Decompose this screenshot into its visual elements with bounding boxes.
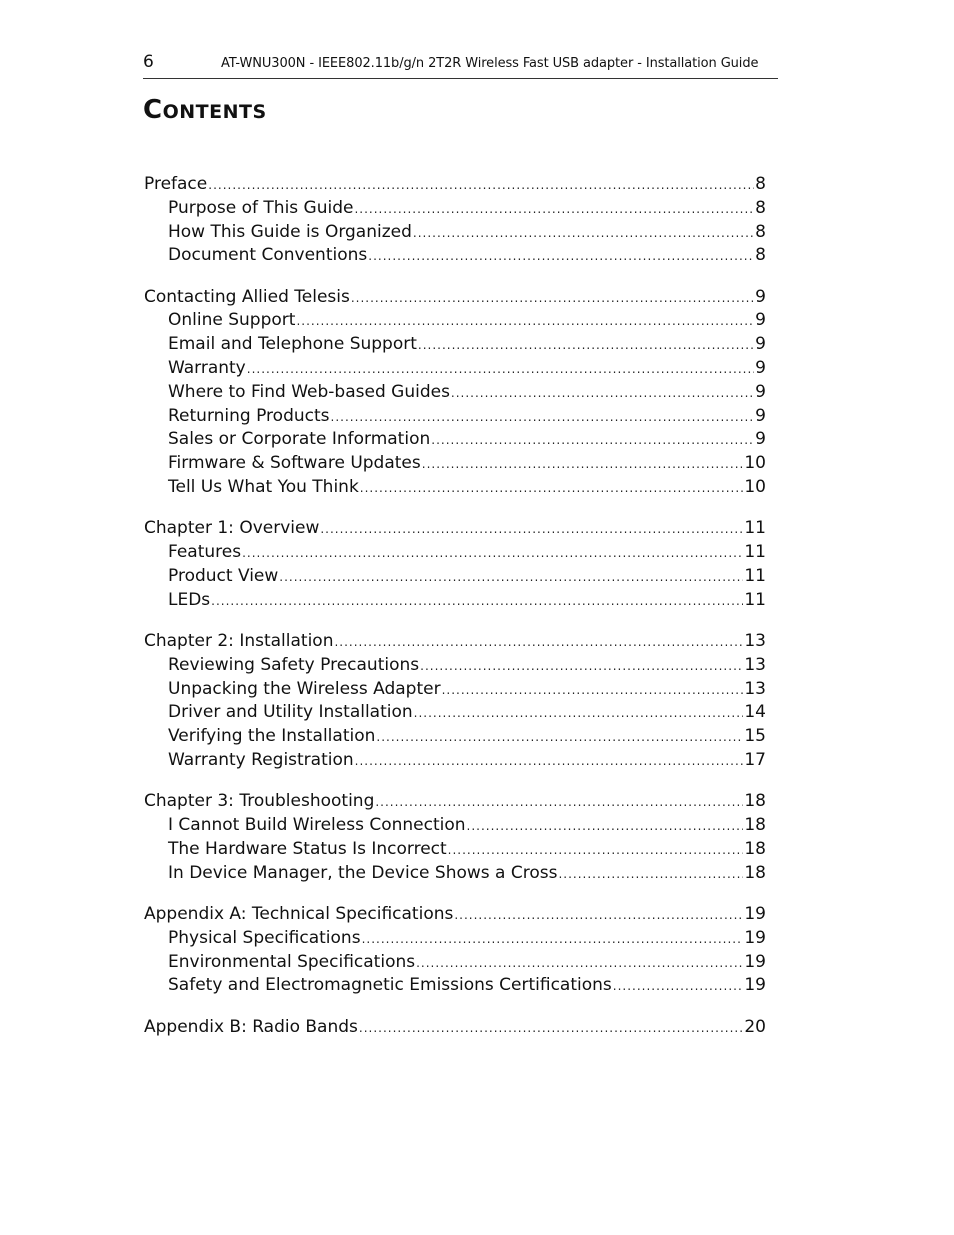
toc-page-number: 10 <box>744 477 766 498</box>
dot-leader <box>442 679 744 703</box>
dot-leader <box>418 334 754 358</box>
toc-subentry[interactable] <box>144 244 766 268</box>
toc-entry-label: Email and Telephone Support <box>168 334 417 355</box>
toc-page-number: 9 <box>755 381 766 402</box>
toc-entry-label: Chapter 2: Installation <box>144 631 334 652</box>
toc-entry-label: Purpose of This Guide <box>168 197 354 218</box>
toc-entry-label: Returning Products <box>168 405 330 426</box>
toc-subentry[interactable] <box>144 221 766 245</box>
toc-entry[interactable] <box>144 790 766 814</box>
toc-entry-label: Verifying the Installation <box>168 726 376 747</box>
dot-leader <box>420 655 743 679</box>
dot-leader <box>613 975 744 999</box>
running-title: AT-WNU300N - IEEE802.11b/g/n 2T2R Wireless Fast USB adapter - Installation Guide <box>221 56 759 71</box>
dot-leader <box>211 590 743 614</box>
dot-leader <box>454 904 743 928</box>
toc-page-number: 10 <box>744 453 766 474</box>
toc-page-number: 11 <box>744 518 766 539</box>
toc-entry-label: Contacting Allied Telesis <box>144 286 350 307</box>
toc-entry[interactable] <box>144 1016 766 1040</box>
toc-page-number: 13 <box>744 631 766 652</box>
toc-subentry[interactable] <box>144 974 766 998</box>
dot-leader <box>208 174 754 198</box>
toc-entry[interactable] <box>144 903 766 927</box>
toc-entry[interactable] <box>144 517 766 541</box>
toc-subentry[interactable] <box>144 452 766 476</box>
toc-entry-label: Warranty <box>168 358 246 379</box>
toc-section <box>144 790 766 885</box>
dot-leader <box>320 518 743 542</box>
page-title <box>143 95 267 125</box>
dot-leader <box>296 310 754 334</box>
toc-page-number: 8 <box>755 197 766 218</box>
toc-page-number: 9 <box>755 286 766 307</box>
toc-page-number: 19 <box>744 904 766 925</box>
toc-page-number: 8 <box>755 221 766 242</box>
toc-entry-label: Physical Specifications <box>168 927 361 948</box>
toc-subentry[interactable] <box>144 428 766 452</box>
toc-page-number: 11 <box>744 542 766 563</box>
page-header <box>143 50 778 79</box>
table-of-contents <box>144 173 766 1057</box>
dot-leader <box>414 702 744 726</box>
toc-page-number: 14 <box>744 702 766 723</box>
toc-entry-label: LEDs <box>168 589 211 610</box>
dot-leader <box>360 477 744 501</box>
toc-entry[interactable] <box>144 630 766 654</box>
toc-subentry[interactable] <box>144 749 766 773</box>
toc-entry-label: How This Guide is Organized <box>168 221 412 242</box>
toc-page-number: 9 <box>755 358 766 379</box>
dot-leader <box>431 429 754 453</box>
toc-section <box>144 173 766 268</box>
toc-entry-label: Appendix B: Radio Bands <box>144 1016 358 1037</box>
toc-entry-label: Warranty Registration <box>168 750 354 771</box>
toc-subentry[interactable] <box>144 381 766 405</box>
toc-page-number: 20 <box>744 1016 766 1037</box>
toc-page-number: 18 <box>744 862 766 883</box>
toc-subentry[interactable] <box>144 541 766 565</box>
toc-entry-label: In Device Manager, the Device Shows a Cross <box>168 862 558 883</box>
toc-entry-label: Online Support <box>168 310 296 331</box>
toc-subentry[interactable] <box>144 565 766 589</box>
dot-leader <box>368 245 754 269</box>
dot-leader <box>242 542 743 566</box>
dot-leader <box>331 406 755 430</box>
toc-subentry[interactable] <box>144 309 766 333</box>
dot-leader <box>355 750 744 774</box>
toc-page-number: 15 <box>744 726 766 747</box>
toc-page-number: 19 <box>744 927 766 948</box>
toc-subentry[interactable] <box>144 197 766 221</box>
dot-leader <box>351 287 754 311</box>
toc-entry-label: Safety and Electromagnetic Emissions Certifications <box>168 975 612 996</box>
dot-leader <box>362 928 744 952</box>
toc-entry-label: Sales or Corporate Information <box>168 429 431 450</box>
toc-entry-label: Firmware & Software Updates <box>168 453 421 474</box>
toc-page-number: 19 <box>744 951 766 972</box>
dot-leader <box>247 358 754 382</box>
dot-leader <box>354 198 754 222</box>
toc-page-number: 13 <box>744 678 766 699</box>
toc-entry-label: Reviewing Safety Precautions <box>168 654 420 675</box>
toc-subentry[interactable] <box>144 927 766 951</box>
toc-entry-label: Chapter 3: Troubleshooting <box>144 791 375 812</box>
dot-leader <box>448 839 744 863</box>
toc-page-number: 13 <box>744 654 766 675</box>
toc-subentry[interactable] <box>144 357 766 381</box>
dot-leader <box>451 382 754 406</box>
dot-leader <box>334 631 743 655</box>
toc-entry-label: Product View <box>168 565 279 586</box>
toc-page-number: 18 <box>744 815 766 836</box>
dot-leader <box>422 453 744 477</box>
toc-subentry[interactable] <box>144 654 766 678</box>
page-number: 6 <box>143 52 154 72</box>
toc-entry-label: Appendix A: Technical Specifications <box>144 904 454 925</box>
toc-entry-label: Where to Find Web-based Guides <box>168 381 450 402</box>
toc-subentry[interactable] <box>144 405 766 429</box>
toc-subentry[interactable] <box>144 725 766 749</box>
toc-page-number: 8 <box>755 174 766 194</box>
toc-section <box>144 286 766 500</box>
dot-leader <box>416 952 743 976</box>
toc-subentry[interactable] <box>144 814 766 838</box>
toc-section <box>144 1016 766 1040</box>
toc-entry-label: Driver and Utility Installation <box>168 702 413 723</box>
toc-subentry[interactable] <box>144 589 766 613</box>
dot-leader <box>413 222 754 246</box>
toc-subentry[interactable] <box>144 476 766 500</box>
toc-entry-label: Chapter 1: Overview <box>144 518 320 539</box>
toc-entry-label: Document Conventions <box>168 245 368 266</box>
toc-section <box>144 903 766 998</box>
dot-leader <box>558 863 743 887</box>
dot-leader <box>376 726 743 750</box>
toc-entry-label: I Cannot Build Wireless Connection <box>168 815 466 836</box>
toc-entry-label: Tell Us What You Think <box>168 477 359 498</box>
toc-subentry[interactable] <box>144 333 766 357</box>
toc-page-number: 9 <box>755 429 766 450</box>
toc-page-number: 18 <box>744 791 766 812</box>
toc-page-number: 11 <box>744 565 766 586</box>
toc-page-number: 18 <box>744 838 766 859</box>
toc-entry[interactable] <box>144 286 766 310</box>
toc-entry-label: Environmental Specifications <box>168 951 416 972</box>
dot-leader <box>375 791 743 815</box>
toc-entry-label: Preface <box>144 174 208 194</box>
toc-subentry[interactable] <box>144 862 766 886</box>
toc-subentry[interactable] <box>144 701 766 725</box>
toc-subentry[interactable] <box>144 678 766 702</box>
title-rest: ONTENTS <box>162 101 267 123</box>
toc-entry-label: Unpacking the Wireless Adapter <box>168 678 441 699</box>
toc-page-number: 17 <box>744 750 766 771</box>
toc-page-number: 19 <box>744 975 766 996</box>
toc-page-number: 8 <box>755 245 766 266</box>
toc-page-number: 9 <box>755 405 766 426</box>
title-initial: C <box>143 95 163 125</box>
toc-page-number: 9 <box>755 310 766 331</box>
toc-entry-label: Features <box>168 542 242 563</box>
toc-section <box>144 517 766 612</box>
dot-leader <box>467 815 744 839</box>
dot-leader <box>359 1017 743 1041</box>
dot-leader <box>279 566 743 590</box>
toc-entry-label: The Hardware Status Is Incorrect <box>168 838 447 859</box>
toc-entry[interactable] <box>144 173 766 197</box>
toc-section <box>144 630 766 773</box>
toc-page-number: 11 <box>744 589 766 610</box>
toc-subentry[interactable] <box>144 838 766 862</box>
toc-page-number: 9 <box>755 334 766 355</box>
toc-subentry[interactable] <box>144 951 766 975</box>
